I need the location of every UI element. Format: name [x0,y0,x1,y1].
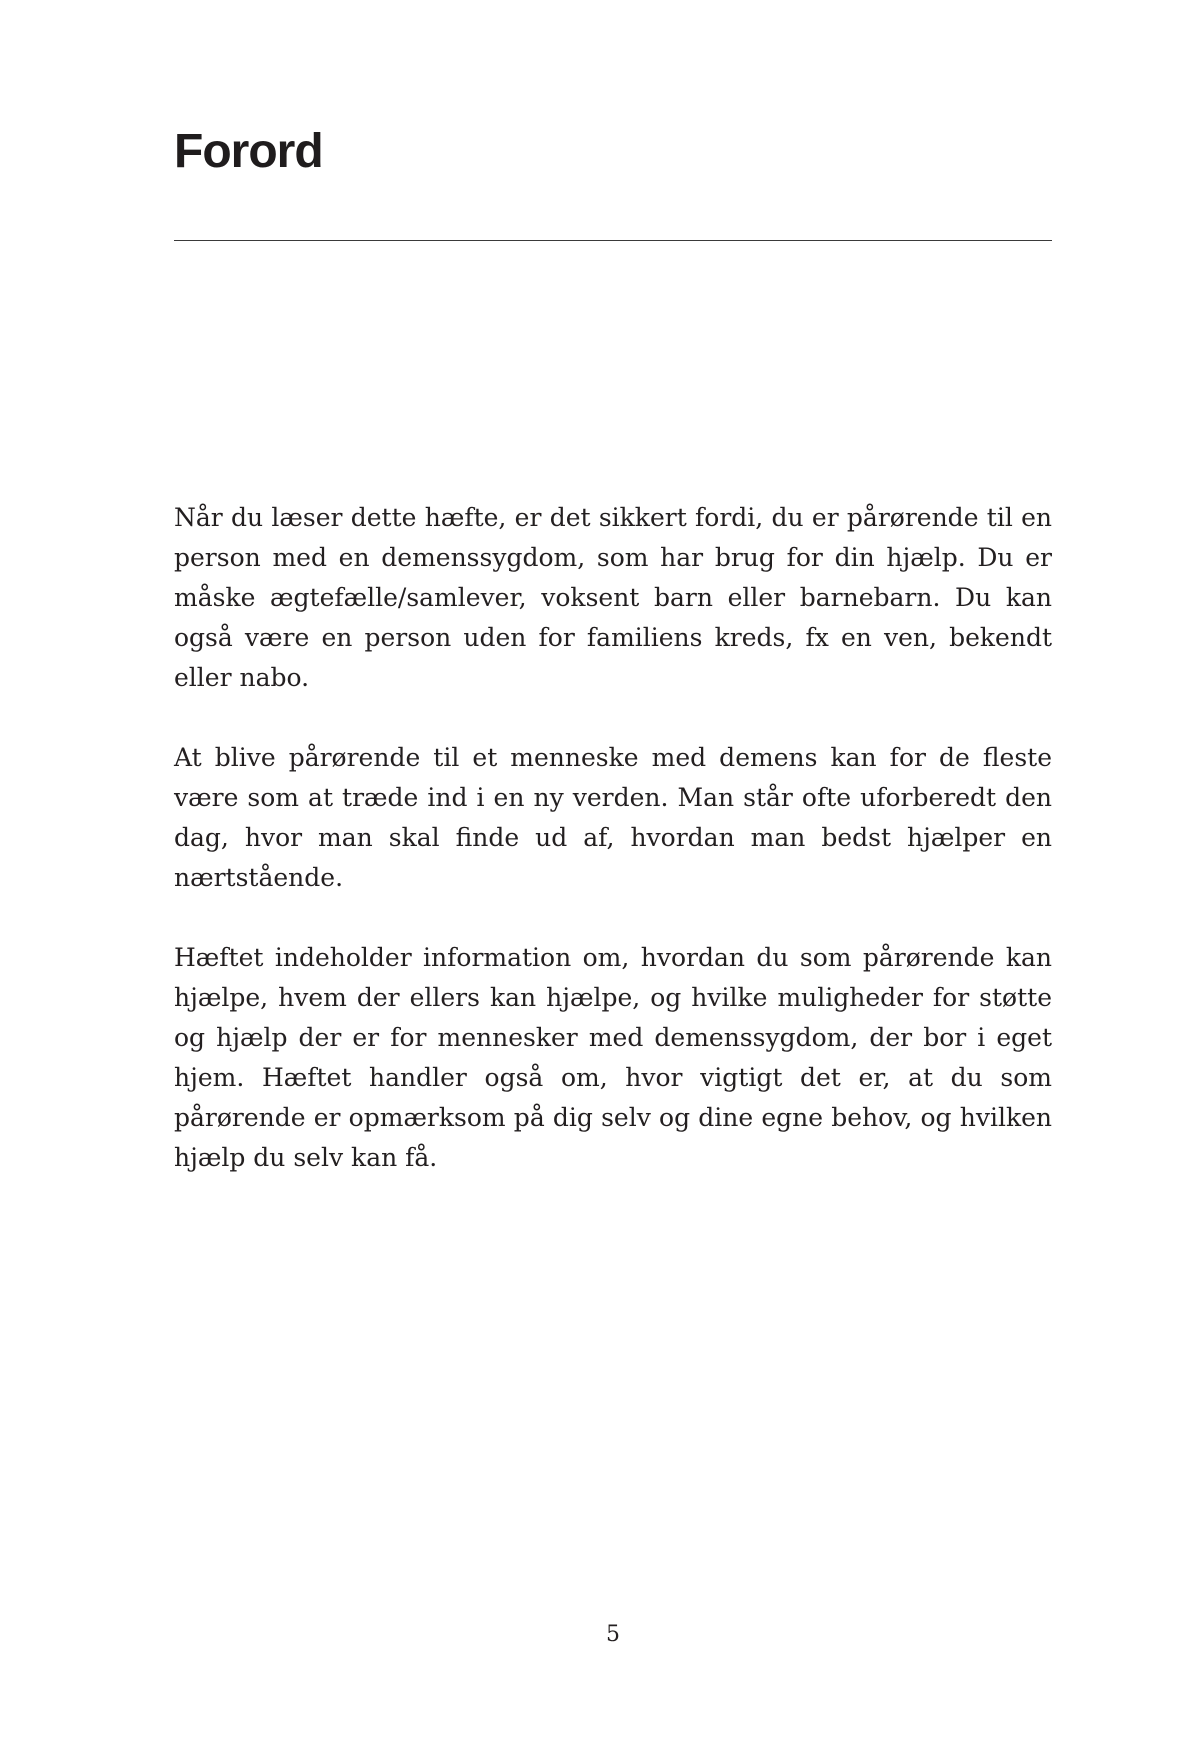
page-title: Forord [174,125,323,178]
paragraph-1: Når du læser dette hæfte, er det sikkert fordi, du er pårørende til en person med en demenssygdom, som har brug for din hjælp. Du er måske ægtefælle/samlever, voksent barn eller barnebarn. Du kan også være en person uden for familiens kreds, fx en ven, bekendt eller nabo. [174,503,1052,692]
body-text [174,498,1052,1218]
title-divider [174,240,1052,241]
paragraph-2: At blive pårørende til et menneske med demens kan for de fleste være som at træde ind i en ny verden. Man står ofte uforberedt den dag, hvor man skal finde ud af, hvordan man bedst hjælper en nærtstående. [174,743,1052,892]
paragraph-3: Hæftet indeholder information om, hvordan du som pårørende kan hjælpe, hvem der ellers kan hjælpe, og hvilke muligheder for støtte og hjælp der er for mennesker med demenssygdom, der bor i eget hjem. Hæftet handler også om, hvor vigtigt det er, at du som pårørende er opmærksom på dig selv og dine egne behov, og hvilken hjælp du selv kan få. [174,943,1052,1172]
page-number: 5 [606,1622,620,1647]
